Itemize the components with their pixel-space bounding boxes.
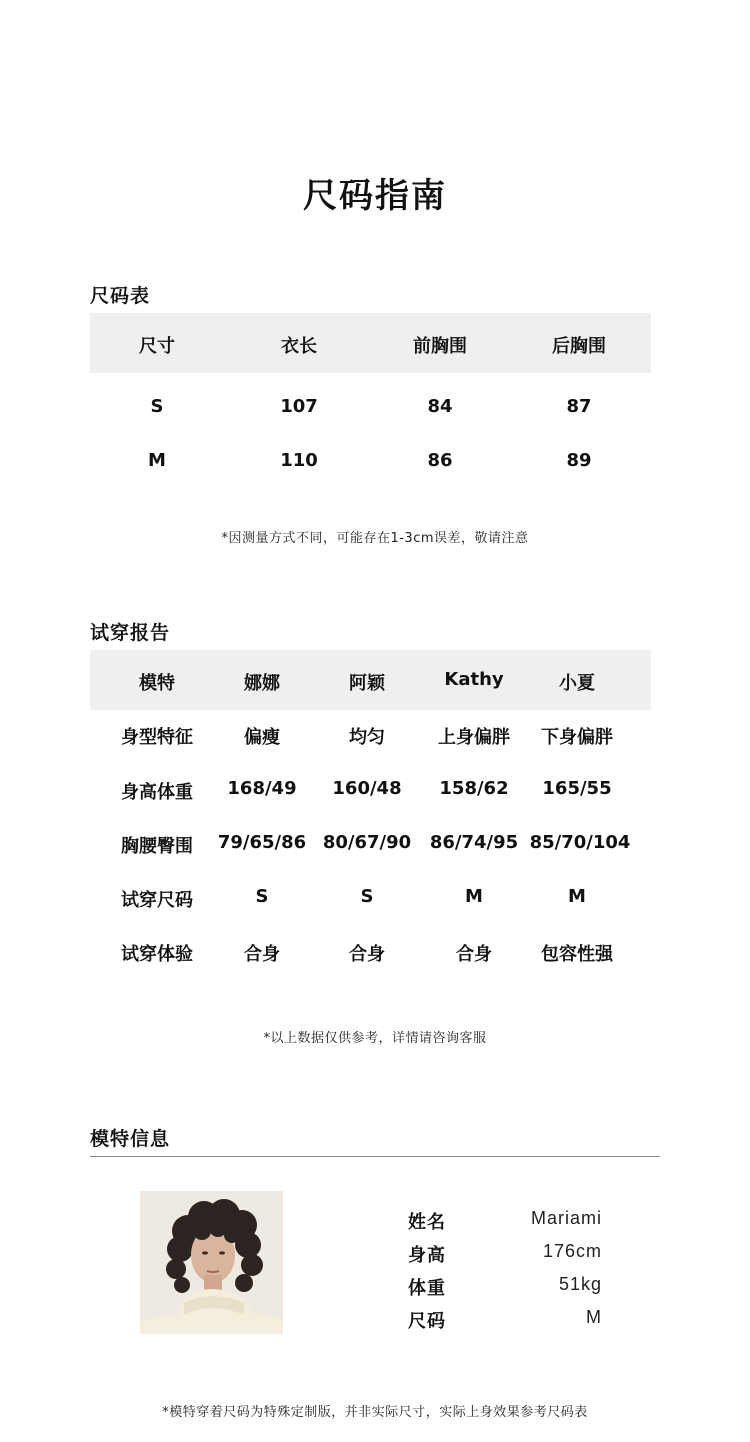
fitting-cell: 试穿体验 xyxy=(121,944,193,965)
model-weight-value: 51kg xyxy=(558,1274,602,1294)
fitting-cell: 158/62 xyxy=(439,778,509,799)
fitting-report-note: *以上数据仅供参考，详情请咨询客服 xyxy=(263,1031,487,1046)
size-cell: 87 xyxy=(566,396,592,417)
table-row xyxy=(90,886,651,910)
fitting-cell: 上身偏胖 xyxy=(438,727,510,748)
fitting-cell: 合身 xyxy=(244,944,280,965)
size-chart-note: *因测量方式不同，可能存在1-3cm误差，敬请注意 xyxy=(221,531,529,546)
fitting-cell: 偏瘦 xyxy=(244,727,280,748)
fitting-cell: 85/70/104 xyxy=(529,832,631,853)
size-cell: 107 xyxy=(280,396,318,417)
size-cell: M xyxy=(148,450,166,471)
model-portrait-image xyxy=(140,1191,283,1334)
model-weight-label: 体重 xyxy=(408,1278,446,1299)
fitting-cell: 包容性强 xyxy=(541,944,613,965)
model-name-label: 姓名 xyxy=(408,1212,446,1233)
fitting-header-cell: 小夏 xyxy=(559,673,595,694)
fitting-header-cell: 阿颖 xyxy=(349,673,385,694)
fitting-cell: 胸腰臀围 xyxy=(121,836,193,857)
fitting-header-cell: 娜娜 xyxy=(244,673,280,694)
fitting-cell: M xyxy=(465,886,483,907)
table-row xyxy=(90,940,651,964)
fitting-cell: 合身 xyxy=(349,944,385,965)
model-photo xyxy=(140,1191,283,1334)
fitting-report-header xyxy=(90,650,651,710)
fitting-cell: 168/49 xyxy=(227,778,297,799)
fitting-cell: S xyxy=(360,886,374,907)
fitting-cell: 均匀 xyxy=(349,727,385,748)
table-row xyxy=(90,450,651,474)
model-name-value: Mariami xyxy=(530,1208,602,1228)
fitting-cell: 86/74/95 xyxy=(429,832,519,853)
fitting-cell: 165/55 xyxy=(542,778,612,799)
fitting-header-cell: 模特 xyxy=(139,673,175,694)
model-height-value: 176cm xyxy=(542,1241,602,1261)
fitting-cell: 79/65/86 xyxy=(217,832,307,853)
fitting-cell: 80/67/90 xyxy=(322,832,412,853)
size-cell: 84 xyxy=(427,396,453,417)
fitting-cell: 下身偏胖 xyxy=(541,727,613,748)
fitting-cell: M xyxy=(568,886,586,907)
size-cell: 86 xyxy=(427,450,453,471)
table-row xyxy=(90,396,651,420)
size-chart-header-cell: 尺寸 xyxy=(139,336,175,357)
fitting-cell: 试穿尺码 xyxy=(121,890,193,911)
size-cell: 110 xyxy=(280,450,318,471)
fitting-cell: S xyxy=(255,886,269,907)
size-cell: S xyxy=(150,396,164,417)
footer-note: *模特穿着尺码为特殊定制版，并非实际尺寸，实际上身效果参考尺码表 xyxy=(162,1405,588,1420)
fitting-cell: 身型特征 xyxy=(121,727,193,748)
model-size-label: 尺码 xyxy=(408,1311,446,1332)
size-chart-header xyxy=(90,313,651,373)
fitting-cell: 160/48 xyxy=(332,778,402,799)
size-chart-title: 尺码表 xyxy=(90,285,151,307)
model-info-title: 模特信息 xyxy=(90,1128,171,1150)
table-row xyxy=(90,778,651,802)
table-row xyxy=(90,723,651,747)
size-chart-header-cell: 衣长 xyxy=(281,336,317,357)
size-chart-header-cell: 前胸围 xyxy=(413,336,467,357)
divider xyxy=(90,1156,660,1157)
page-title: 尺码指南 xyxy=(303,176,447,216)
model-size-value: M xyxy=(586,1307,602,1327)
table-row xyxy=(90,832,651,856)
fitting-header-cell: Kathy xyxy=(444,669,504,690)
fitting-report-title: 试穿报告 xyxy=(90,622,171,644)
size-chart-header-cell: 后胸围 xyxy=(552,336,606,357)
fitting-cell: 身高体重 xyxy=(121,782,193,803)
size-cell: 89 xyxy=(566,450,592,471)
model-height-label: 身高 xyxy=(408,1245,446,1266)
fitting-cell: 合身 xyxy=(456,944,492,965)
